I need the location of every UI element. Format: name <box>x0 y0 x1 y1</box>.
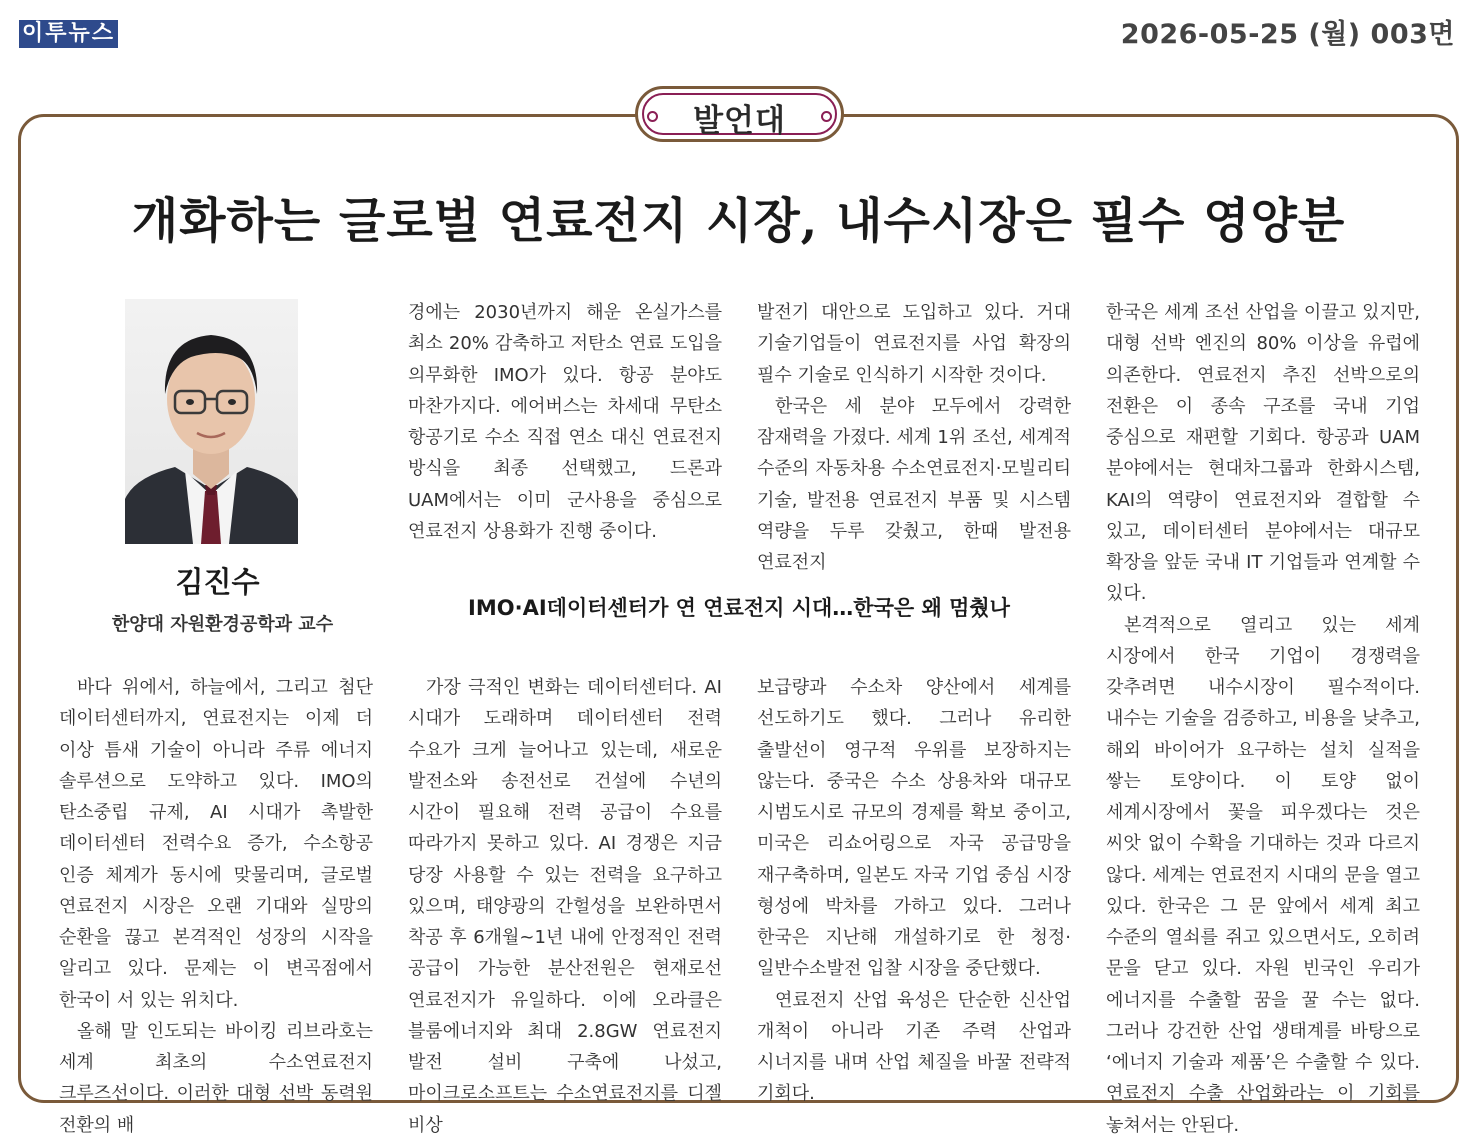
section-label: 발언대 <box>693 103 786 139</box>
body-paragraph: 본격적으로 열리고 있는 세계 시장에서 한국 기업이 경쟁력을 갖추려면 내수시장이 필수적이다. 내수는 기술을 검증하고, 비용을 낮추고, 해외 바이어가 요구하는 설치 실적을 쌓는 토양이다. 이 토양 없이 세계시장에서 꽃을 피우겠다는 것은 씨앗 없이 수확을 기대하는 것과 다르지 않다. 세계는 연료전지 시대의 문을 열고 있다. 한국은 그 문 앞에서 세계 최고 수준의 열쇠를 쥐고 있으면서도, 오히려 문을 닫고 있다. 자원 빈국인 우리가 에너지를 수출할 꿈을 꿀 수는 없다. 그러나 강건한 산업 생태계를 바탕으로 ‘에너지 기술과 제품’은 수출할 수 있다. 연료전지 수출 산업화라는 이 기회를 놓쳐서는 안된다. <box>1106 614 1420 1136</box>
body-paragraph: 경에는 2030년까지 해운 온실가스를 최소 20% 감축하고 저탄소 연료 도입을 의무화한 IMO가 있다. 항공 분야도 마찬가지다. 에어버스는 차세대 무탄소 항공기로 수소 직접 연소 대신 연료전지 방식을 최종 선택했고, 드론과 UAM에서는 이미 군사용을 중심으로 연료전지 상용화가 진행 중이다. <box>408 302 722 542</box>
issue-date-page: 2026-05-25 (월) 003면 <box>1120 19 1455 50</box>
body-paragraph: 한국은 세 분야 모두에서 강력한 잠재력을 가졌다. 세계 1위 조선, 세계적 수준의 자동차용 수소연료전지·모빌리티 기술, 발전용 연료전지 부품 및 시스템 역량을 두루 갖췄고, 한때 발전용 연료전지 <box>757 395 1071 573</box>
article-subheadline: IMO·AI데이터센터가 연 연료전지 시대…한국은 왜 멈췄나 <box>468 596 1010 620</box>
body-column-2 <box>408 672 722 1141</box>
body-column-2-top <box>408 297 722 547</box>
article-headline: 개화하는 글로벌 연료전지 시장, 내수시장은 필수 영양분 <box>131 193 1346 249</box>
body-paragraph: 가장 극적인 변화는 데이터센터다. AI 시대가 도래하며 데이터센터 전력 수요가 크게 늘어나고 있는데, 새로운 발전소와 송전선로 건설에 수년의 시간이 필요해 전력 공급이 수요를 따라가지 못하고 있다. AI 경쟁은 지금 당장 사용할 수 있는 전력을 요구하고 있으며, 태양광의 간헐성을 보완하면서 착공 후 6개월~1년 내에 안정적인 전력 공급이 가능한 분산전원은 현재로선 연료전지가 유일하다. 이에 오라클은 블룸에너지와 최대 2.8GW 연료전지 발전 설비 구축에 나섰고, 마이크로소프트는 수소연료전지를 디젤 비상 <box>408 677 722 1136</box>
body-paragraph: 보급량과 수소차 양산에서 세계를 선도하기도 했다. 그러나 유리한 출발선이 영구적 우위를 보장하지는 않는다. 중국은 수소 상용차와 대규모 시범도시로 규모의 경제를 확보 중이고, 미국은 리쇼어링으로 자국 공급망을 재구축하며, 일본도 자국 기업 중심 시장 형성에 박차를 가하고 있다. 그러나 한국은 지난해 개설하기로 한 청정·일반수소발전 입찰 시장을 중단했다. <box>757 677 1071 980</box>
body-column-3 <box>757 672 1071 1110</box>
body-paragraph: 올해 말 인도되는 바이킹 리브라호는 세계 최초의 수소연료전지 크루즈선이다. 이러한 대형 선박 동력원 전환의 배 <box>59 1020 373 1136</box>
body-column-1 <box>59 672 373 1141</box>
author-portrait-icon <box>125 299 298 544</box>
body-column-3-top <box>757 297 1071 578</box>
body-column-4 <box>1106 297 1420 1141</box>
section-badge <box>635 86 844 142</box>
author-affiliation: 한양대 자원환경공학과 교수 <box>111 614 334 635</box>
body-paragraph: 바다 위에서, 하늘에서, 그리고 첨단 데이터센터까지, 연료전지는 이제 더 이상 틈새 기술이 아니라 주류 에너지 솔루션으로 도약하고 있다. IMO의 탄소중립 규제, AI 시대가 촉발한 데이터센터 전력수요 증가, 수소항공 인증 체계가 동시에 맞물리며, 글로벌 연료전지 시장은 오랜 기대와 실망의 순환을 끊고 본격적인 성장의 시작을 알리고 있다. 문제는 이 변곡점에서 한국이 서 있는 위치다. <box>59 677 373 1011</box>
body-paragraph: 발전기 대안으로 도입하고 있다. 거대 기술기업들이 연료전지를 사업 확장의 필수 기술로 인식하기 시작한 것이다. <box>757 302 1071 386</box>
author-photo <box>125 299 298 544</box>
author-name: 김진수 <box>175 565 260 599</box>
newspaper-logo: 이투뉴스 <box>19 20 118 48</box>
body-paragraph: 한국은 세계 조선 산업을 이끌고 있지만, 대형 선박 엔진의 80% 이상을 유럽에 의존한다. 연료전지 추진 선박으로의 전환은 이 종속 구조를 국내 기업 중심으로 재편할 기회다. 항공과 UAM 분야에서는 현대차그룹과 한화시스템, KAI의 역량이 연료전지와 결합할 수 있고, 데이터센터 분야에서는 대규모 확장을 앞둔 국내 IT 기업들과 연계할 수 있다. <box>1106 302 1420 605</box>
body-paragraph: 연료전지 산업 육성은 단순한 신산업 개척이 아니라 기존 주력 산업과 시너지를 내며 산업 체질을 바꿀 전략적 기회다. <box>757 989 1071 1105</box>
